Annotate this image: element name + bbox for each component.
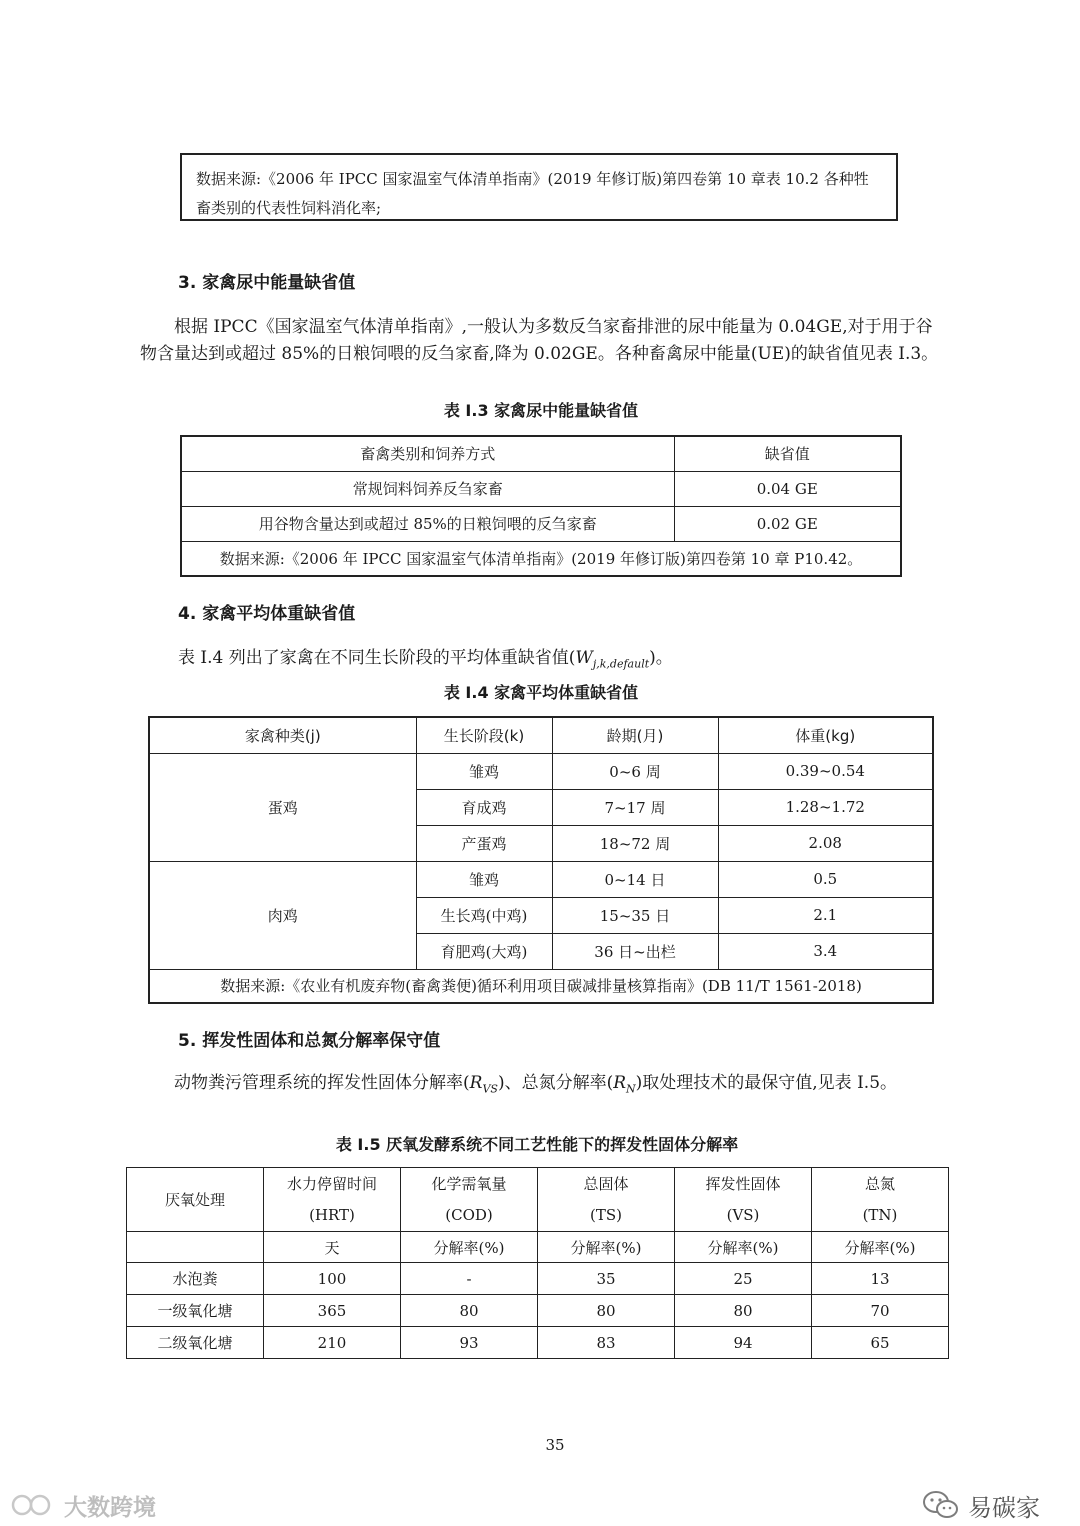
table-i4-header-row [149, 717, 933, 753]
table-cell: 80 [401, 1295, 538, 1327]
table-cell: 3.4 [718, 933, 933, 969]
table-i5-header: (TS) [538, 1200, 675, 1232]
section-5-paragraph [140, 1070, 942, 1102]
species-cell: 肉鸡 [149, 861, 416, 969]
table-cell: - [401, 1263, 538, 1295]
table-cell: 93 [401, 1327, 538, 1359]
table-row [127, 1263, 949, 1295]
table-i3-caption: 表 I.3 家禽尿中能量缺省值 [443, 401, 639, 420]
table-i5 [126, 1167, 949, 1359]
table-i5-unit: 分解率(%) [812, 1232, 949, 1263]
table-cell: 雏鸡 [416, 861, 552, 897]
page-number: 35 [545, 1436, 565, 1454]
table-cell: 70 [812, 1295, 949, 1327]
table-cell: 18~72 周 [552, 825, 718, 861]
section-4-heading: 4. 家禽平均体重缺省值 [178, 604, 356, 624]
table-i4-source: 数据来源:《农业有机废弃物(畜禽粪便)循环利用项目碳减排量核算指南》(DB 11/T 1561-2018) [149, 969, 933, 1003]
table-cell: 一级氧化塘 [127, 1295, 264, 1327]
table-i4 [148, 716, 934, 1004]
section-4-paragraph-pre: 表 I.4 列出了家禽在不同生长阶段的平均体重缺省值( [178, 648, 576, 668]
table-cell: 80 [538, 1295, 675, 1327]
table-i5-header: 总氮 [812, 1168, 949, 1200]
table-row [181, 471, 901, 506]
table-cell: 0.5 [718, 861, 933, 897]
table-row [149, 753, 933, 789]
table-i5-header-row-3 [127, 1232, 949, 1263]
section-5-text-a: 动物粪污管理系统的挥发性固体分解率( [174, 1073, 470, 1093]
table-cell: 1.28~1.72 [718, 789, 933, 825]
table-cell: 7~17 周 [552, 789, 718, 825]
table-row [127, 1295, 949, 1327]
source-note-top-text: 数据来源:《2006 年 IPCC 国家温室气体清单指南》(2019 年修订版)第四卷第 10 章表 10.2 各种牲畜类别的代表性饲料消化率; [196, 170, 869, 217]
table-row [149, 861, 933, 897]
source-note-top [180, 153, 898, 221]
table-row [181, 506, 901, 541]
table-cell: 35 [538, 1263, 675, 1295]
table-i4-header: 龄期(月) [552, 717, 718, 753]
r-n-subscript: N [626, 1082, 636, 1096]
watermark-right-text: 易碳家 [968, 1493, 1040, 1522]
weight-symbol-subscript: j,k,default [592, 657, 650, 671]
table-cell: 2.1 [718, 897, 933, 933]
watermark-logo-icon [10, 1491, 56, 1519]
watermark-right [922, 1488, 1040, 1522]
table-i5-caption: 表 I.5 厌氧发酵系统不同工艺性能下的挥发性固体分解率 [335, 1135, 739, 1154]
table-i5-header: 挥发性固体 [675, 1168, 812, 1200]
table-cell: 83 [538, 1327, 675, 1359]
table-cell: 水泡粪 [127, 1263, 264, 1295]
section-3-paragraph: 根据 IPCC《国家温室气体清单指南》,一般认为多数反刍家畜排泄的尿中能量为 0.04GE,对于用于谷物含量达到或超过 85%的日粮饲喂的反刍家畜,降为 0.02GE。各种畜禽尿中能量(UE)的缺省值见表 I.3。 [140, 317, 939, 364]
r-vs-subscript: VS [482, 1082, 498, 1096]
table-cell: 80 [675, 1295, 812, 1327]
watermark-left-text: 大数跨境 [64, 1494, 156, 1521]
table-cell: 0.39~0.54 [718, 753, 933, 789]
table-cell: 产蛋鸡 [416, 825, 552, 861]
table-i5-header: (COD) [401, 1200, 538, 1232]
watermark-left [10, 1490, 156, 1520]
table-i4-source-row [149, 969, 933, 1003]
table-i5-header-row-1 [127, 1168, 949, 1200]
table-cell: 雏鸡 [416, 753, 552, 789]
species-cell: 蛋鸡 [149, 753, 416, 861]
table-i4-header: 体重(kg) [718, 717, 933, 753]
table-cell: 15~35 日 [552, 897, 718, 933]
table-i5-header: (HRT) [264, 1200, 401, 1232]
table-i5-header: 水力停留时间 [264, 1168, 401, 1200]
table-cell: 100 [264, 1263, 401, 1295]
table-i3-source-row [181, 541, 901, 576]
table-i3-header-row [181, 436, 901, 471]
r-vs-symbol: R [469, 1073, 483, 1093]
table-i3-header: 畜禽类别和饲养方式 [181, 436, 674, 471]
table-cell: 210 [264, 1327, 401, 1359]
table-i3-header: 缺省值 [674, 436, 901, 471]
table-cell: 0~6 周 [552, 753, 718, 789]
table-cell: 常规饲料饲养反刍家畜 [181, 471, 674, 506]
table-cell: 2.08 [718, 825, 933, 861]
table-i5-corner: 厌氧处理 [127, 1168, 264, 1232]
table-cell: 365 [264, 1295, 401, 1327]
table-i5-unit: 分解率(%) [401, 1232, 538, 1263]
table-i5-header: (VS) [675, 1200, 812, 1232]
weight-symbol: W [575, 648, 593, 668]
table-i3-source: 数据来源:《2006 年 IPCC 国家温室气体清单指南》(2019 年修订版)第四卷第 10 章 P10.42。 [181, 541, 901, 576]
table-i4-header: 生长阶段(k) [416, 717, 552, 753]
table-i4-header: 家禽种类(j) [149, 717, 416, 753]
table-cell: 二级氧化塘 [127, 1327, 264, 1359]
table-i5-unit: 分解率(%) [538, 1232, 675, 1263]
section-5-heading: 5. 挥发性固体和总氮分解率保守值 [178, 1031, 441, 1051]
section-3-heading: 3. 家禽尿中能量缺省值 [178, 273, 356, 293]
table-i5-corner-blank [127, 1232, 264, 1263]
table-cell: 生长鸡(中鸡) [416, 897, 552, 933]
r-n-symbol: R [613, 1073, 627, 1093]
wechat-icon [922, 1489, 960, 1521]
section-5-text-c: )取处理技术的最保守值,见表 I.5。 [635, 1073, 898, 1093]
section-4-paragraph [178, 645, 673, 677]
table-i5-header: (TN) [812, 1200, 949, 1232]
table-cell: 用谷物含量达到或超过 85%的日粮饲喂的反刍家畜 [181, 506, 674, 541]
table-i4-caption: 表 I.4 家禽平均体重缺省值 [443, 683, 639, 702]
table-cell: 65 [812, 1327, 949, 1359]
table-cell: 0~14 日 [552, 861, 718, 897]
table-cell: 0.02 GE [674, 506, 901, 541]
table-cell: 13 [812, 1263, 949, 1295]
table-cell: 36 日~出栏 [552, 933, 718, 969]
table-i5-unit: 天 [264, 1232, 401, 1263]
table-cell: 育成鸡 [416, 789, 552, 825]
table-i5-header: 化学需氧量 [401, 1168, 538, 1200]
table-cell: 育肥鸡(大鸡) [416, 933, 552, 969]
table-row [127, 1327, 949, 1359]
table-i5-header: 总固体 [538, 1168, 675, 1200]
section-4-paragraph-post: )。 [649, 648, 673, 668]
table-cell: 0.04 GE [674, 471, 901, 506]
table-cell: 25 [675, 1263, 812, 1295]
section-5-text-b: )、总氮分解率( [497, 1073, 614, 1093]
table-i3 [180, 435, 902, 577]
table-cell: 94 [675, 1327, 812, 1359]
table-i5-unit: 分解率(%) [675, 1232, 812, 1263]
